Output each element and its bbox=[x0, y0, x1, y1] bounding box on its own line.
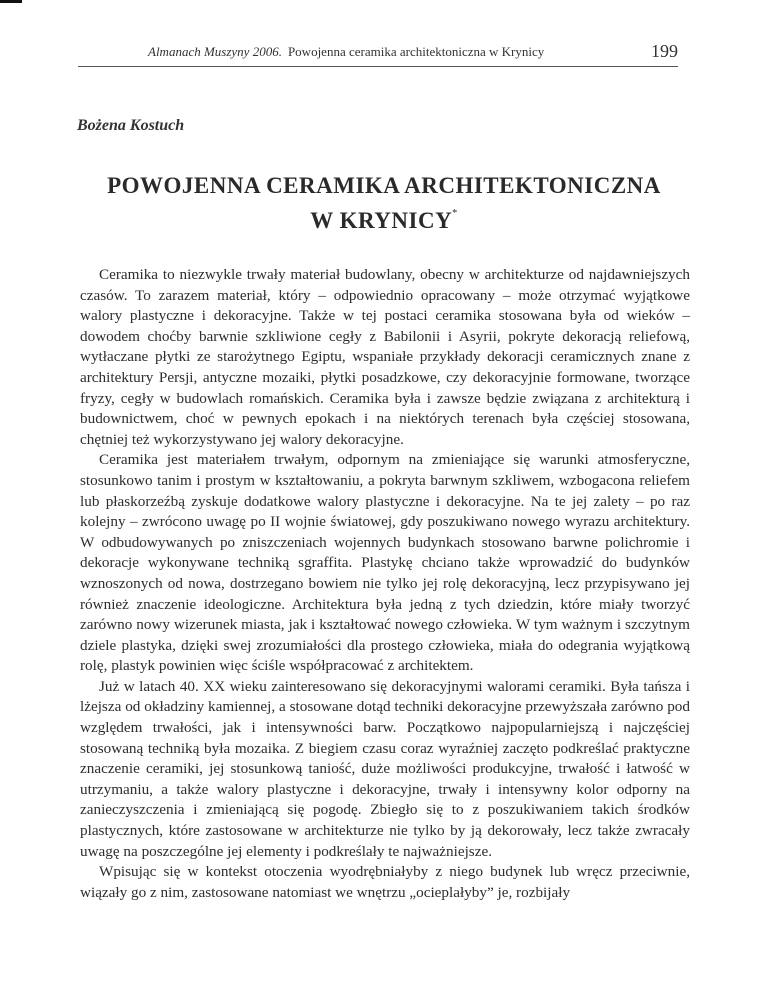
paragraph-4: Wpisując się w kontekst otoczenia wyodrębniałyby z niego budynek lub wręcz przeciwnie, wiązały go z nim, zastosowane natomiast we wnętrzu „ocieplałyby” je, rozbijały bbox=[80, 863, 690, 901]
running-header-text bbox=[148, 44, 544, 60]
running-title: Powojenna ceramika architektoniczna w Krynicy bbox=[287, 44, 545, 59]
article-title bbox=[70, 172, 698, 235]
scan-corner-mark bbox=[0, 0, 22, 3]
footnote-mark: * bbox=[452, 208, 458, 219]
title-line-2 bbox=[70, 200, 698, 235]
title-line-1: POWOJENNA CERAMIKA ARCHITEKTONICZNA bbox=[107, 173, 661, 198]
paragraph-3: Już w latach 40. XX wieku zainteresowano się dekoracyjnymi walorami ceramiki. Była tańsza i lżejsza od okładziny kamiennej, a stosowane dotąd techniki dekoracyjne przewyższała zarówno pod względem trwałości, jak i intensywności barw. Początkowo najpopularniejszą i najczęściej stosowaną techniką była mozaika. Z biegiem czasu coraz wyraźniej zaczęto podkreślać praktyczne znaczenie ceramiki, jej stosunkową taniość, duże możliwości produkcyjne, trwałość i łatwość w utrzymaniu, a także walory plastyczne i dekoracyjne, trwały i intensywny kolor odporny na zanieczyszczenia i zmieniającą się pogodę. Zbiegło się to z poszukiwaniem takich środków plastycznych, które zastosowane w architekturze nie tylko by ją dekorowały, lecz także zwracały uwagę na poszczególne jej elementy i podkreślały te najważniejsze. bbox=[80, 677, 690, 860]
paragraph-2: Ceramika jest materiałem trwałym, odpornym na zmieniające się warunki atmosferyczne, stosunkowo tanim i prostym w kształtowaniu, a pokryta barwnym szkliwem, wzbogacona reliefem lub płaskorzeźbą zyskuje dodatkowe walory plastyczne i dekoracyjne. Na te jej zalety – po raz kolejny – zwrócono uwagę po II wojnie światowej, gdy poszukiwano nowego wyrazu architektury. W odbudowywanych po zniszczeniach wojennych budynkach stosowano barwne polichromie i dekoracje wykonywane techniką sgraffita. Plastykę chciano także wprowadzić do budynków wznoszonych od nowa, dostrzegano bowiem nie tylko jej rolę dekoracyjną, lecz przypisywano jej również znaczenie ideologiczne. Architektura była jedną z tych dziedzin, które miały tworzyć zarówno nowy wizerunek miasta, jak i kształtować nowego człowieka. W tym ważnym i szczytnym dziele plastyka, dzięki swej zrozumiałości dla prostego człowieka, miała do odegrania wyjątkową rolę, plastyk powinien więc ściśle współpracować z architektem. bbox=[80, 451, 690, 675]
author-name: Bożena Kostuch bbox=[77, 117, 185, 134]
title-line-2-text: W KRYNICY bbox=[310, 208, 453, 233]
page-number: 199 bbox=[651, 41, 678, 61]
paragraph-1: Ceramika to niezwykle trwały materiał budowlany, obecny w architekturze od najdawniejszych czasów. To zarazem materiał, który – odpowiednio opracowany – może otrzymać wyjątkowe walory plastyczne i dekoracyjne. Także w tej postaci ceramika stosowana była od wieków – dowodem choćby barwnie szkliwione cegły z Babilonii i Asyrii, pokryte dekoracją reliefową, wytłaczane płytki ze starożytnego Egiptu, wspaniałe przykłady dekoracji ceramicznych znane z architektury Persji, antyczne mozaiki, płytki posadzkowe, czy dekoracyjnie formowane, tworzące fryzy, cegły w budowlach romańskich. Ceramika była i zawsze będzie związana z architekturą i budownictwem, choć w pewnych epokach i na niektórych terenach była częściej stosowana, chętniej też wykorzystywano jej walory dekoracyjne. bbox=[80, 266, 690, 448]
running-header bbox=[78, 40, 678, 67]
article-body bbox=[80, 265, 690, 903]
journal-title: Almanach Muszyny 2006. bbox=[148, 44, 282, 59]
